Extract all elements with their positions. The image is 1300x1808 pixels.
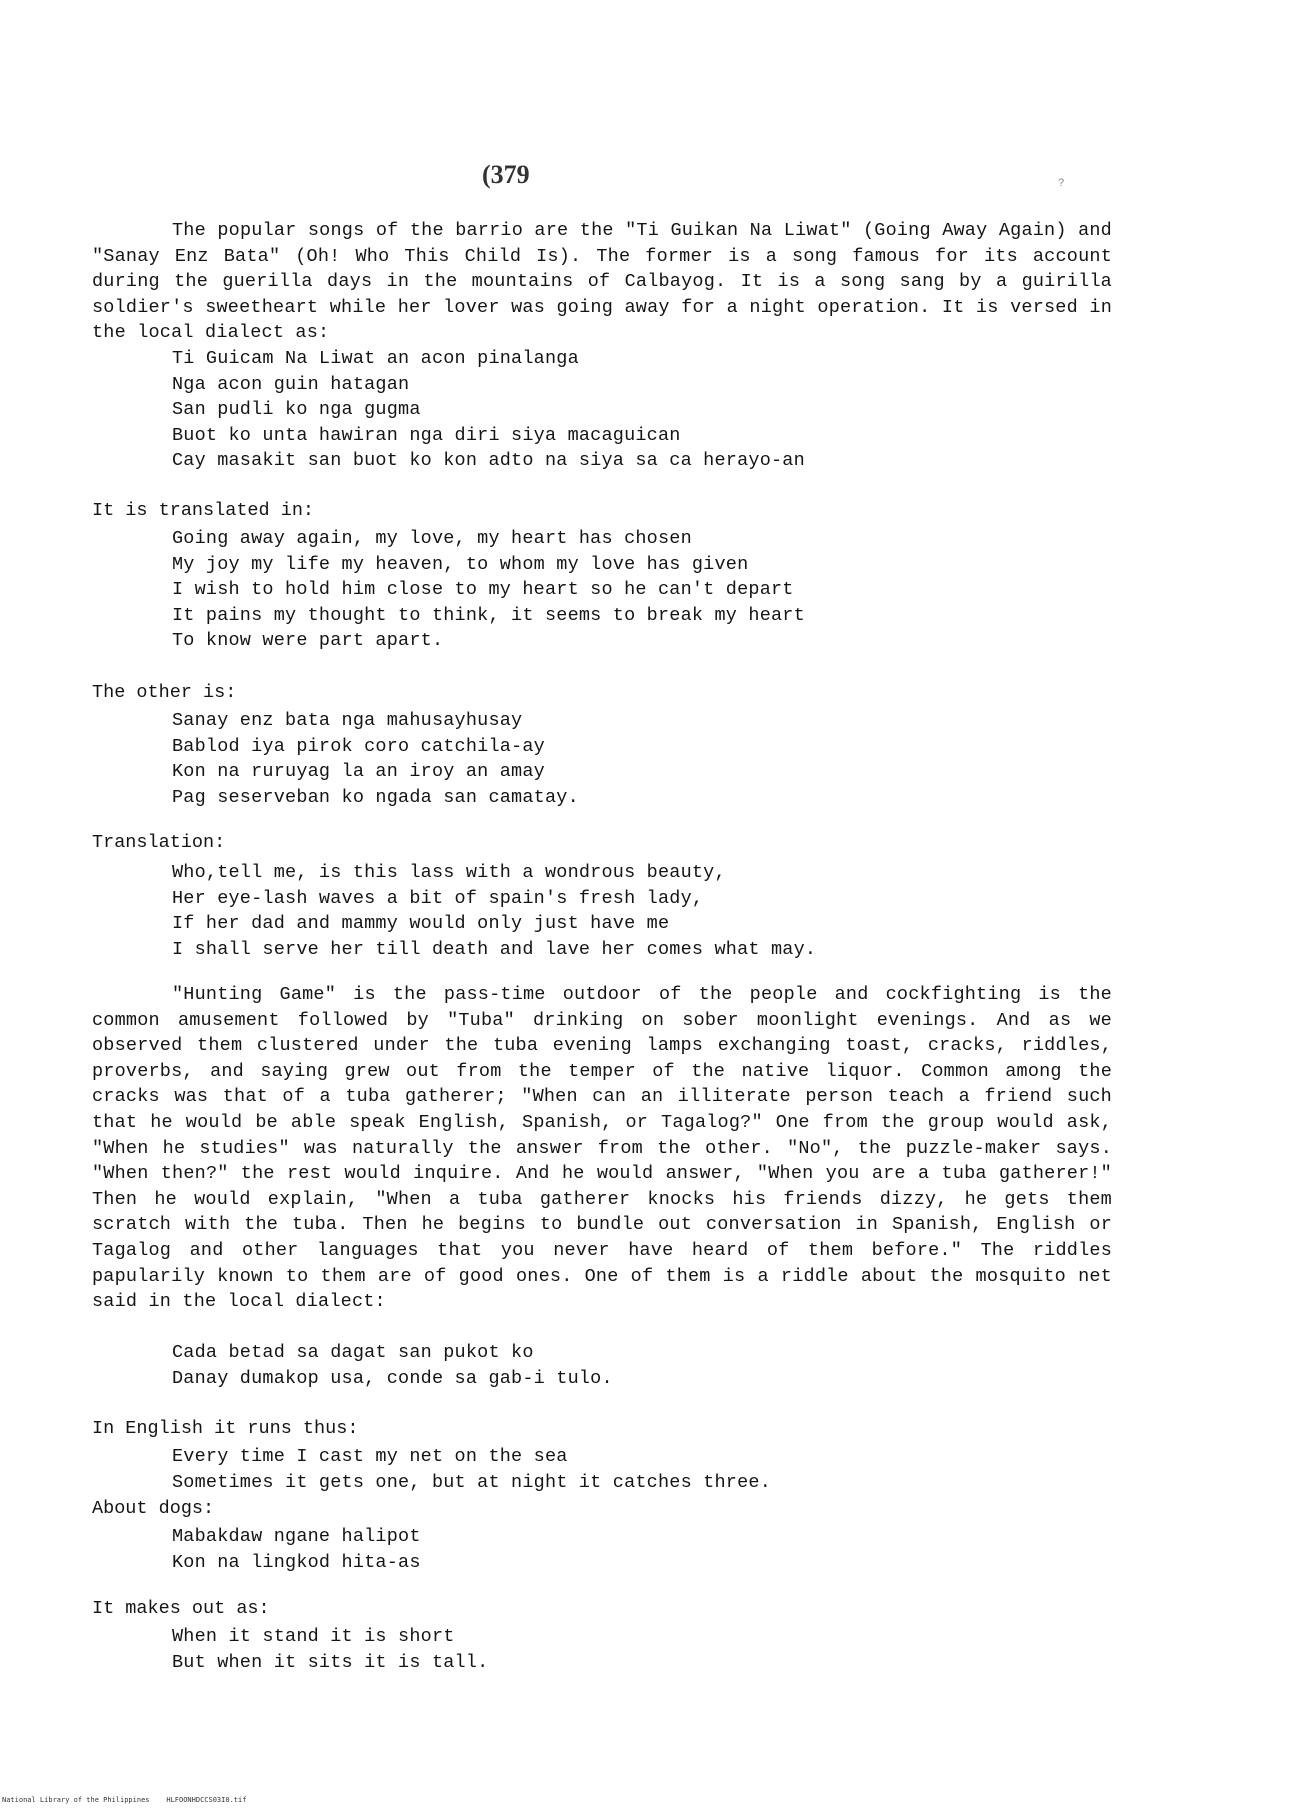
song-1-verse <box>92 346 1112 474</box>
label-english: In English it runs thus: <box>92 1418 359 1439</box>
verse-line: Her eye-lash waves a bit of spain's fresh lady, <box>172 887 704 909</box>
verse-line: Kon na lingkod hita-as <box>172 1551 421 1573</box>
riddle-1-verse <box>92 1340 1112 1391</box>
verse-line: Going away again, my love, my heart has chosen <box>172 528 692 549</box>
verse-line: Every time I cast my net on the sea <box>172 1446 568 1467</box>
translation-1-verse <box>92 526 1112 654</box>
riddle-2-verse <box>92 1524 1112 1575</box>
verse-line: Mabakdaw ngane halipot <box>172 1526 421 1547</box>
translation-2-verse <box>92 860 1112 962</box>
verse-line: Ti Guicam Na Liwat an acon pinalanga <box>172 348 579 369</box>
riddle-1-english <box>92 1444 1112 1495</box>
label-makes-out: It makes out as: <box>92 1598 270 1619</box>
verse-line: Pag seserveban ko ngada san camatay. <box>172 786 579 808</box>
verse-line: Kon na ruruyag la an iroy an amay <box>172 761 545 783</box>
intro-paragraph-block <box>92 218 1112 346</box>
label-translated: It is translated in: <box>92 500 315 521</box>
label-other-block <box>92 680 1112 706</box>
margin-mark: ? <box>1058 178 1065 190</box>
label-dogs: About dogs: <box>92 1498 215 1519</box>
label-english-block <box>92 1416 1112 1442</box>
verse-line: Cay masakit san buot ko kon adto na siya sa ca herayo-an <box>172 450 805 472</box>
hunting-game-paragraph-block <box>92 982 1112 1315</box>
riddle-2-english <box>92 1624 1112 1675</box>
verse-line: Danay dumakop usa, conde sa gab-i tulo. <box>172 1367 613 1389</box>
verse-line: But when it sits it is tall. <box>172 1651 489 1673</box>
verse-line: When it stand it is short <box>172 1626 455 1647</box>
label-translation-block <box>92 830 1112 856</box>
verse-line: Sometimes it gets one, but at night it catches three. <box>172 1471 771 1493</box>
label-other: The other is: <box>92 682 237 703</box>
verse-line: Bablod iya pirok coro catchila-ay <box>172 735 545 757</box>
verse-line: If her dad and mammy would only just have me <box>172 913 670 935</box>
verse-line: Sanay enz bata nga mahusayhusay <box>172 710 523 731</box>
paragraph-songs-intro: The popular songs of the barrio are the "Ti Guikan Na Liwat" (Going Away Again) and "Sanay Enz Bata" (Oh! Who This Child Is). The former is a song famous for its account during the guerilla days in the mountains of Calbayog. It is a song sang by a guirilla soldier's sweetheart while her lover was going away for a night operation. It is versed in the local dialect as: <box>92 220 1112 344</box>
verse-line: Who,tell me, is this lass with a wondrous beauty, <box>172 862 726 883</box>
verse-line: San pudli ko nga gugma <box>172 399 421 421</box>
verse-line: Cada betad sa dagat san pukot ko <box>172 1342 534 1363</box>
song-2-verse <box>92 708 1112 810</box>
verse-line: My joy my life my heaven, to whom my love has given <box>172 553 749 575</box>
label-makes-out-block <box>92 1596 1112 1622</box>
verse-line: It pains my thought to think, it seems to break my heart <box>172 604 805 626</box>
label-dogs-block <box>92 1496 1112 1522</box>
label-translated-block <box>92 498 1112 524</box>
verse-line: To know were part apart. <box>172 630 444 652</box>
verse-line: I shall serve her till death and lave her comes what may. <box>172 938 817 960</box>
paragraph-hunting-game: "Hunting Game" is the pass-time outdoor of the people and cockfighting is the common amusement followed by "Tuba" drinking on sober moonlight evenings. And as we observed them clustered under the tuba evening lamps exchanging toast, cracks, riddles, proverbs, and saying grew out from the temper of the native liquor. Common among the cracks was that of a tuba gatherer; "When can an illiterate person teach a friend such that he would be able speak English, Spanish, or Tagalog?" One from the group would ask, "When he studies" was naturally the answer from the other. "No", the puzzle-maker says. "When then?" the rest would inquire. And he would answer, "When you are a tuba gatherer!" Then he would explain, "When a tuba gatherer knocks his friends dizzy, he gets them scratch with the tuba. Then he begins to bundle out conversation in Spanish, English or Tagalog and other languages that you never have heard of them before." The riddles papularily known to them are of good ones. One of them is a riddle about the mosquito net said in the local dialect: <box>92 984 1112 1313</box>
label-translation: Translation: <box>92 832 226 853</box>
verse-line: Nga acon guin hatagan <box>172 373 410 395</box>
verse-line: I wish to hold him close to my heart so he can't depart <box>172 579 794 601</box>
page-number: (379 <box>482 160 530 189</box>
verse-line: Buot ko unta hawiran nga diri siya macaguican <box>172 424 681 446</box>
archive-footer: National Library of the Philippines HLFOONHDCCS03I0.tif <box>2 1796 247 1804</box>
